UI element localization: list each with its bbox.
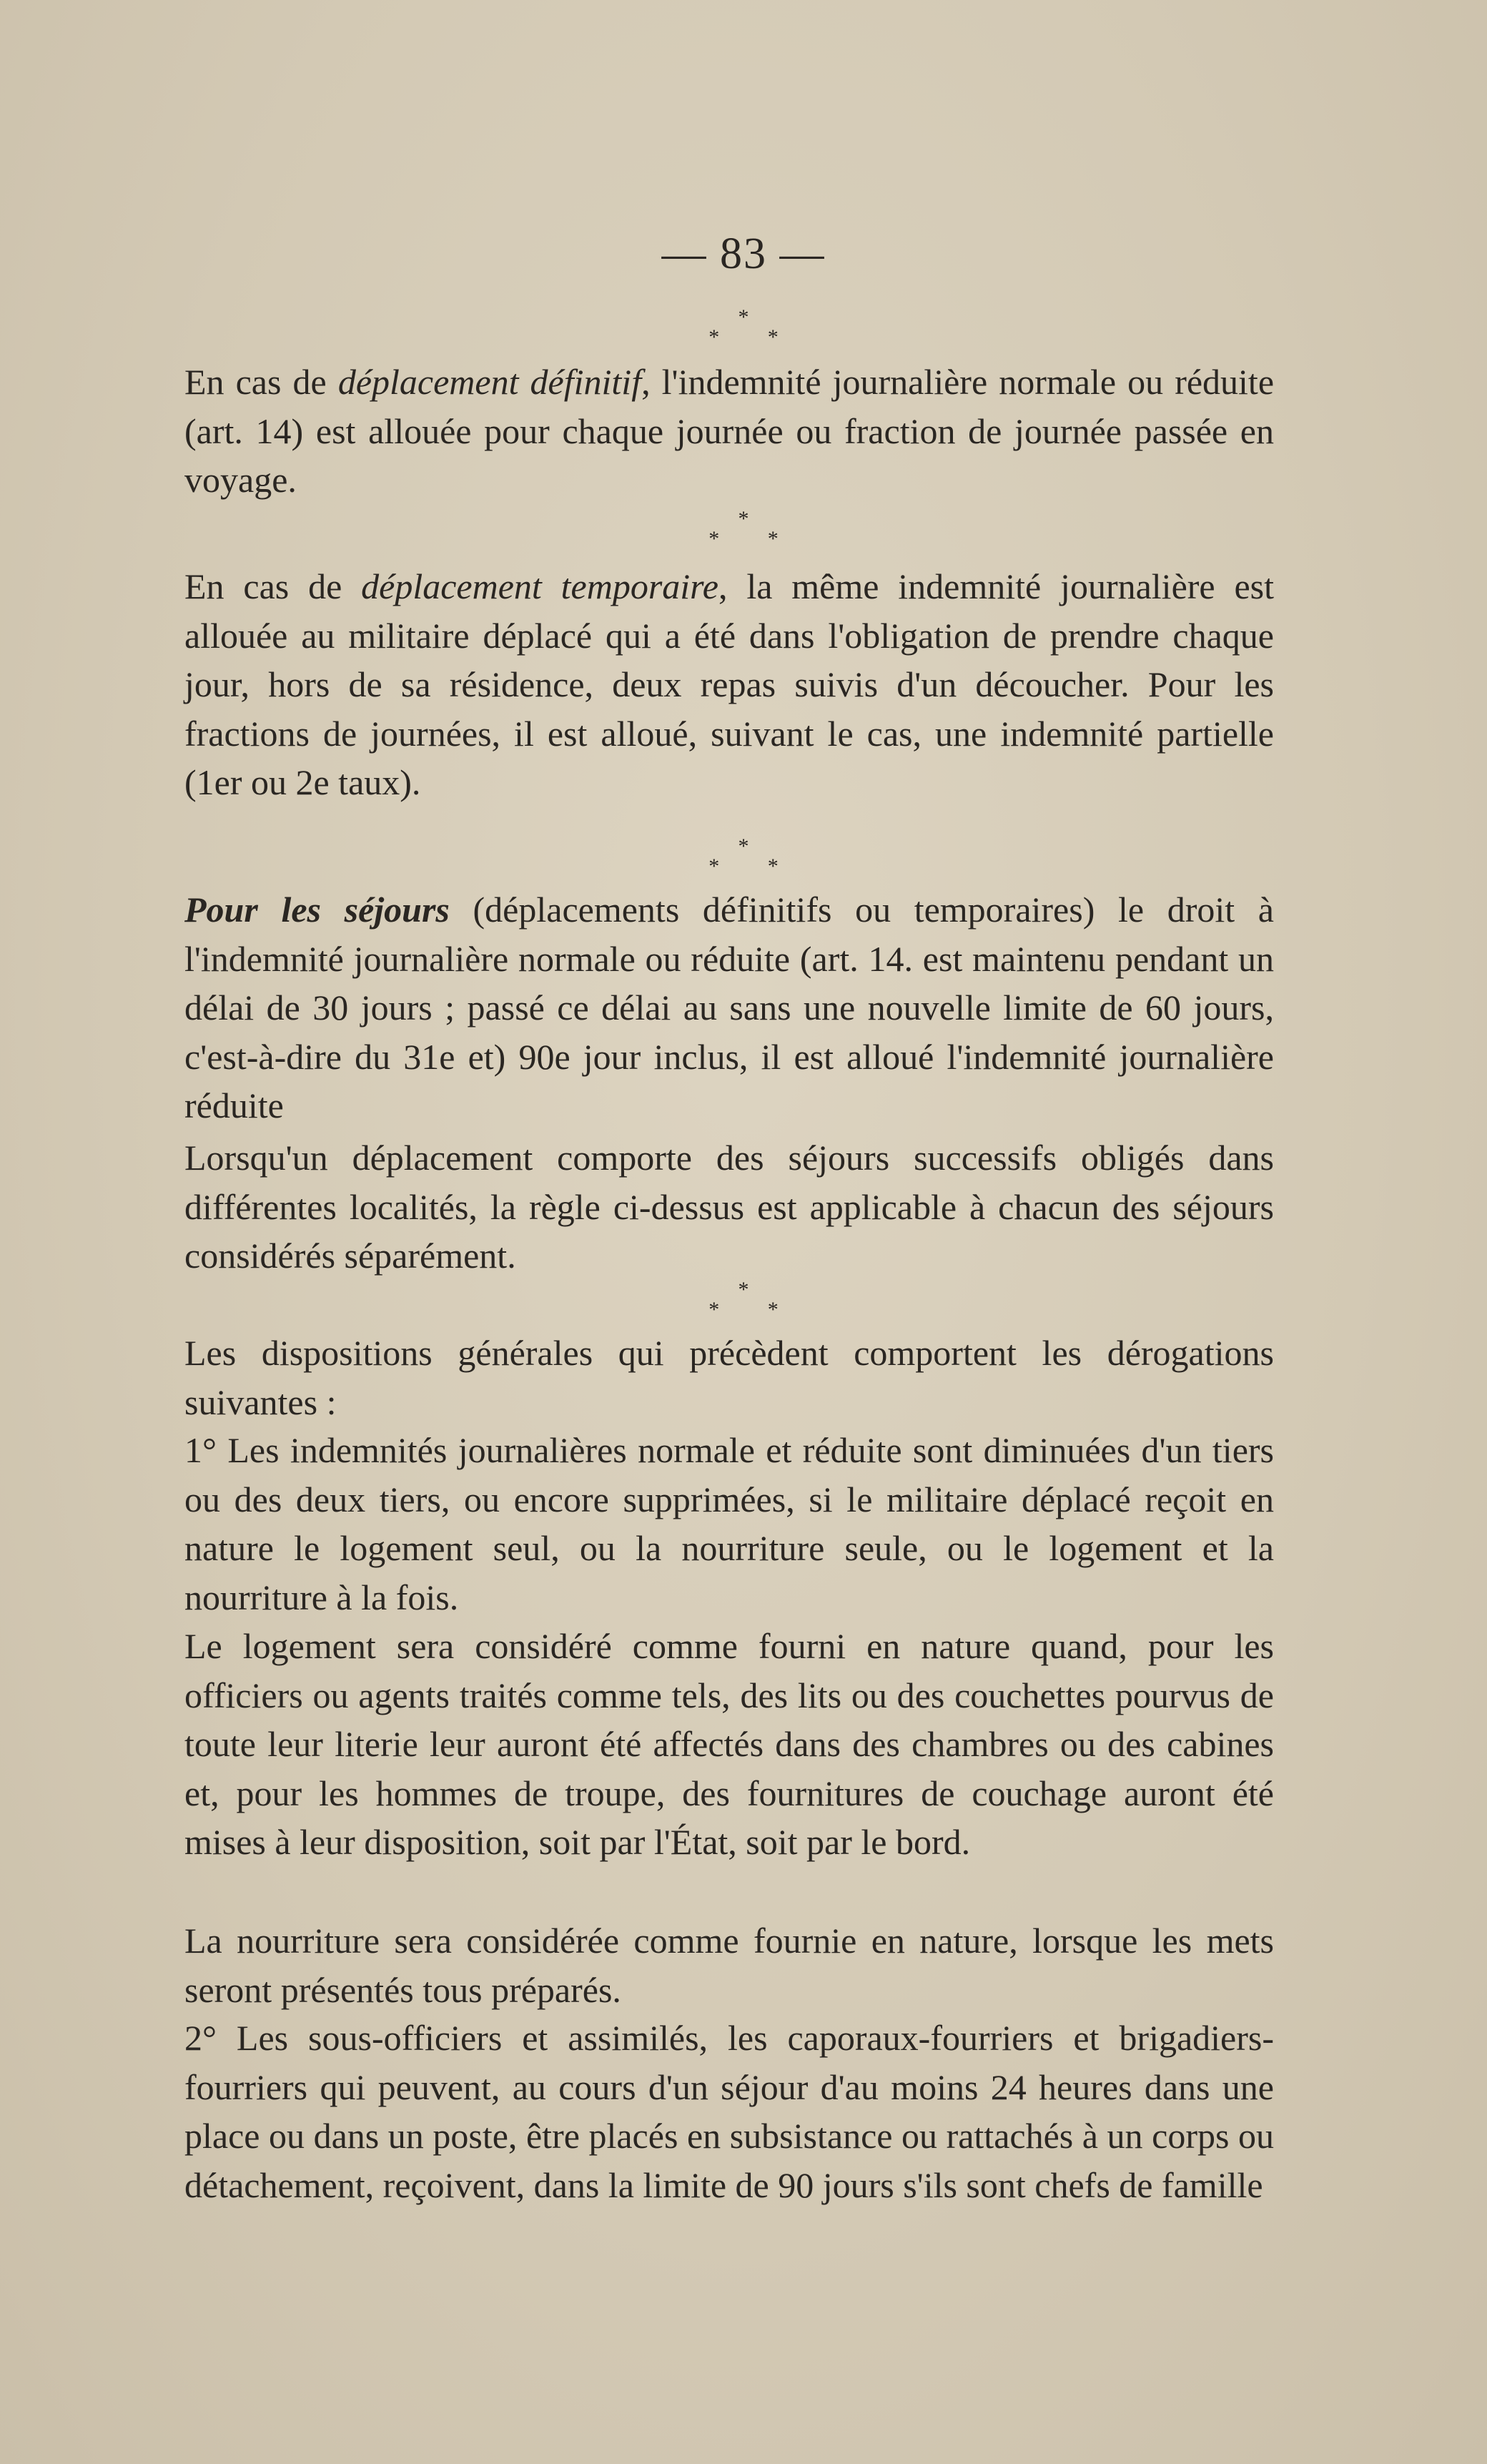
- paragraph-sejours: [184, 885, 1274, 1130]
- paragraph-body: Lorsqu'un déplacement comporte des séjours successifs obligés dans différentes localités, la règle ci-dessus est applicable à chacun des séjours considérés séparément.: [184, 1138, 1274, 1276]
- paragraph-emphasis: Pour les séjours: [184, 889, 450, 930]
- page-number: — 83 —: [661, 230, 826, 278]
- asterism-top: *: [738, 305, 749, 329]
- asterism-separator: [0, 1280, 1487, 1320]
- paragraph-body: , la même indemnité journalière est allouée au militaire déplacé qui a été dans l'obligation de prendre chaque jour, hors de sa résidence, deux repas suivis d'un découcher. Pour les fractions de journées, il est alloué, suivant le cas, une indemnité partielle (1er ou 2e taux).: [184, 566, 1274, 802]
- paragraph-derogation-1: [184, 1426, 1274, 1622]
- paragraph-deplacement-temporaire: [184, 562, 1274, 807]
- paragraph-body: (déplacements définitifs ou temporaires) le droit à l'indemnité journalière normale ou réduite (art. 14. est maintenu pendant un délai de 30 jours ; passé ce délai au sans une nouvelle limite de 60 jours, c'est-à-dire du 31e et) 90e jour inclus, il est alloué l'indemnité journalière réduite: [184, 889, 1274, 1125]
- paragraph-body: 1° Les indemnités journalières normale et réduite sont diminuées d'un tiers ou des deux tiers, ou encore supprimées, si le militaire déplacé reçoit en nature le logement seul, ou la nourriture seule, ou le logement et la nourriture à la fois.: [184, 1430, 1274, 1617]
- asterism-top: *: [738, 834, 749, 858]
- asterism-bottom: * *: [708, 527, 800, 551]
- asterism-top: *: [738, 1278, 749, 1301]
- asterism-bottom: * *: [708, 325, 800, 349]
- paragraph-body: Le logement sera considéré comme fourni en nature quand, pour les officiers ou agents traités comme tels, des lits ou des couchettes pourvus de toute leur literie leur auront été affectés dans des chambres ou des cabines et, pour les hommes de troupe, des fournitures de couchage auront été mises à leur disposition, soit par l'État, soit par le bord.: [184, 1626, 1274, 1862]
- asterism-bottom: * *: [708, 1298, 800, 1321]
- paragraph-emphasis: déplacement temporaire: [361, 566, 718, 606]
- paragraph-body: 2° Les sous-officiers et assimilés, les caporaux-fourriers et brigadiers-fourriers qui peuvent, au cours d'un séjour d'au moins 24 heures dans une place ou dans un poste, être placés en subsistance ou rattachés à un corps ou détachement, reçoivent, dans la limite de 90 jours s'ils sont chefs de famille: [184, 2018, 1274, 2205]
- asterism-separator: [0, 509, 1487, 549]
- paragraph-emphasis: déplacement définitif: [337, 362, 642, 402]
- asterism-separator: [0, 834, 1487, 878]
- paragraph-body: La nourriture sera considérée comme fournie en nature, lorsque les mets seront présentés tous préparés.: [184, 1921, 1274, 2010]
- asterism-separator: [0, 307, 1487, 348]
- paragraph-body: , l'indemnité journalière normale ou réduite (art. 14) est allouée pour chaque journée ou fraction de journée passée en voyage.: [184, 362, 1275, 500]
- paragraph-lead: En cas de: [184, 362, 338, 402]
- paragraph-derogation-2: [184, 2014, 1274, 2209]
- paragraph-derogations-intro: [184, 1329, 1274, 1426]
- asterism-top: *: [738, 507, 749, 531]
- paragraph-sejours-successifs: [184, 1133, 1274, 1281]
- paragraph-logement: [184, 1622, 1274, 1867]
- paragraph-deplacement-definitif: [184, 358, 1274, 505]
- asterism-bottom: * *: [708, 854, 800, 878]
- paragraph-body: Les dispositions générales qui précèdent comportent les dérogations suivantes :: [184, 1333, 1274, 1422]
- paragraph-lead: En cas de: [184, 566, 362, 606]
- paragraph-nourriture: [184, 1916, 1274, 2014]
